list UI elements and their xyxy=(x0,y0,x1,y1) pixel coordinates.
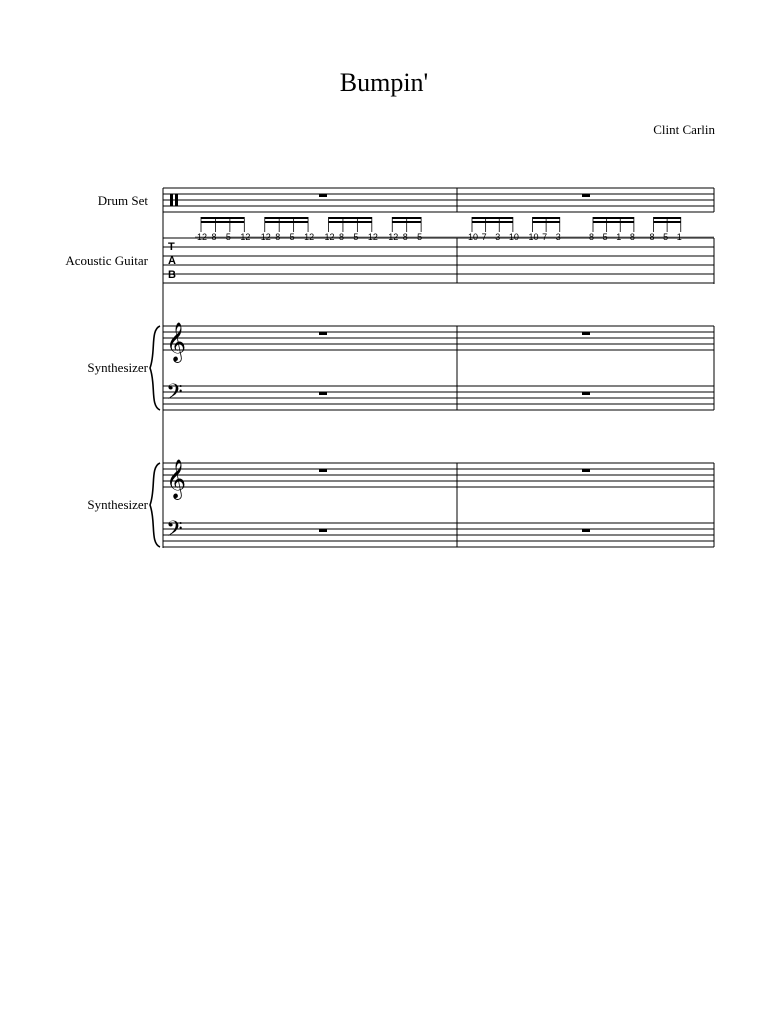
instrument-label-synthesizer-1: Synthesizer xyxy=(87,360,148,375)
whole-rest-synth1-treble-m1 xyxy=(319,332,327,335)
tab-clef-b: B xyxy=(168,269,176,281)
tab-fret-number: 8 xyxy=(275,232,281,242)
whole-rest-drums-m2 xyxy=(582,194,590,197)
note-beam xyxy=(265,217,308,219)
note-beam xyxy=(392,217,421,219)
tab-fret-number: 10 xyxy=(468,232,479,242)
tab-fret-number: 10 xyxy=(528,232,539,242)
whole-rest-synth2-bass-m2 xyxy=(582,529,590,532)
whole-rest-drums-m1 xyxy=(319,194,327,197)
tab-fret-number: 8 xyxy=(338,232,344,242)
tab-fret-number: 5 xyxy=(417,232,423,242)
tab-fret-number: 1 xyxy=(676,232,682,242)
tab-fret-number: 12 xyxy=(197,232,208,242)
note-beam xyxy=(201,221,244,223)
tab-fret-number: 3 xyxy=(555,232,561,242)
tab-fret-number: 8 xyxy=(402,232,408,242)
note-beam xyxy=(593,221,634,223)
whole-rest-synth2-treble-m1 xyxy=(319,469,327,472)
note-beam xyxy=(654,221,681,223)
tab-fret-number: 5 xyxy=(289,232,295,242)
tab-staff xyxy=(163,238,714,283)
synth2-brace-icon xyxy=(150,463,160,547)
whole-rest-synth1-bass-m2 xyxy=(582,392,590,395)
synth1-brace-icon xyxy=(150,326,160,410)
tab-fret-number: 7 xyxy=(542,232,548,242)
note-beam xyxy=(392,221,421,223)
note-beam xyxy=(472,217,513,219)
instrument-label-synthesizer-2: Synthesizer xyxy=(87,497,148,512)
treble-clef-icon: 𝄞 xyxy=(166,459,187,499)
synth1-bass-staff xyxy=(163,386,714,410)
tab-fret-number: 12 xyxy=(388,232,399,242)
whole-rest-synth1-treble-m2 xyxy=(582,332,590,335)
tab-fret-number: 8 xyxy=(629,232,635,242)
tab-fret-number: 8 xyxy=(211,232,217,242)
bass-clef-icon: 𝄢 xyxy=(166,517,183,547)
tab-fret-number: 5 xyxy=(602,232,608,242)
note-beam xyxy=(654,217,681,219)
synth2-bass-staff xyxy=(163,523,714,547)
tab-fret-number: 1 xyxy=(616,232,622,242)
tab-clef-a: A xyxy=(168,255,176,267)
tab-clef-t: T xyxy=(168,241,175,253)
treble-clef-icon: 𝄞 xyxy=(166,322,187,362)
tab-fret-number: 7 xyxy=(481,232,487,242)
drum-staff xyxy=(163,188,714,212)
tab-fret-number: 12 xyxy=(260,232,271,242)
tab-fret-number: 12 xyxy=(240,232,251,242)
tab-fret-number: 8 xyxy=(649,232,655,242)
tab-fret-number: 12 xyxy=(367,232,378,242)
note-beam xyxy=(593,217,634,219)
note-beam xyxy=(533,221,560,223)
note-beam xyxy=(329,221,372,223)
instrument-label-drum-set: Drum Set xyxy=(97,193,148,208)
tab-fret-number: 3 xyxy=(495,232,501,242)
note-beam xyxy=(329,217,372,219)
whole-rest-synth2-bass-m1 xyxy=(319,529,327,532)
note-beam xyxy=(201,217,244,219)
tab-fret-number: 5 xyxy=(663,232,669,242)
tab-fret-number: 5 xyxy=(353,232,359,242)
synth1-treble-staff xyxy=(163,326,714,350)
note-beam xyxy=(533,217,560,219)
tab-fret-number: 12 xyxy=(304,232,315,242)
note-beam xyxy=(265,221,308,223)
bass-clef-icon: 𝄢 xyxy=(166,380,183,410)
composer-name: Clint Carlin xyxy=(653,122,715,137)
tab-fret-number: 5 xyxy=(225,232,231,242)
instrument-label-acoustic-guitar: Acoustic Guitar xyxy=(65,253,148,268)
whole-rest-synth1-bass-m1 xyxy=(319,392,327,395)
tab-fret-number: 12 xyxy=(324,232,335,242)
synth2-treble-staff xyxy=(163,463,714,487)
whole-rest-synth2-treble-m2 xyxy=(582,469,590,472)
note-beam xyxy=(472,221,513,223)
tab-fret-number: 10 xyxy=(508,232,519,242)
tab-fret-number: 8 xyxy=(589,232,595,242)
score-title: Bumpin' xyxy=(339,68,429,97)
